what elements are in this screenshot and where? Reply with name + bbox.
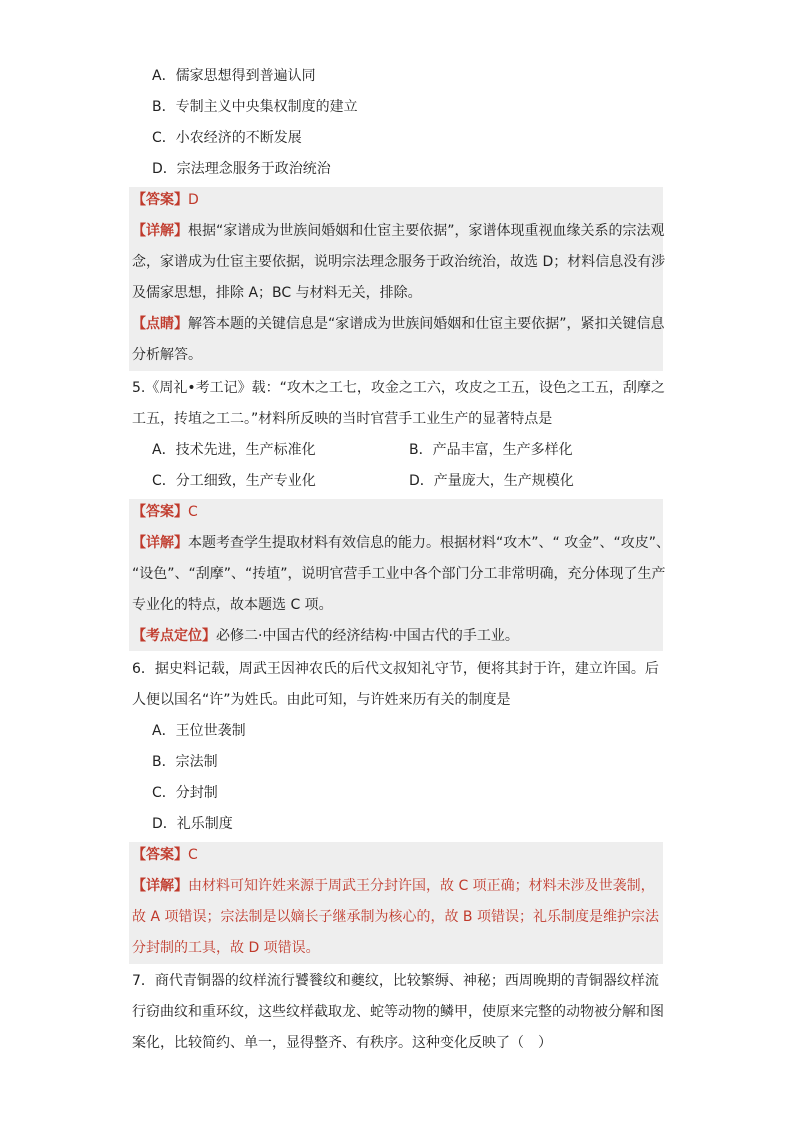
- explain-text: 本题考查学生提取材料有效信息的能力。根据材料“攻木”、“ 攻金”、“攻皮”、: [188, 535, 670, 551]
- q5-stem-line-1: 5.《周礼•考工记》载：“攻木之工七，攻金之工六，攻皮之工五，设色之工五，刮摩之: [132, 380, 665, 396]
- q4-option-b: B．专制主义中央集权制度的建立: [152, 99, 358, 115]
- q6-explain-line-2: 故 A 项错误；宗法制是以嫡长子继承制为核心的，故 B 项错误；礼乐制度是维护宗法: [132, 909, 659, 925]
- q5-answer: [132, 502, 198, 522]
- q4-option-d: D．宗法理念服务于政治统治: [152, 161, 331, 177]
- explain-tag: 【详解】: [132, 223, 188, 239]
- q6-option-a: A．王位世袭制: [152, 723, 246, 739]
- answer-tag: 【答案】: [132, 847, 188, 863]
- answer-value: D: [188, 192, 199, 208]
- answer-tag: 【答案】: [132, 192, 188, 208]
- q4-answer: [132, 190, 199, 210]
- q7-stem-line-1: 7．商代青铜器的纹样流行饕餮纹和夔纹，比较繁缛、神秘；西周晚期的青铜器纹样流: [132, 973, 659, 989]
- explain-tag: 【详解】: [132, 878, 188, 894]
- q5-explain-line-2: “设色”、“刮摩”、“抟埴”，说明官营手工业中各个部门分工非常明确，充分体现了生产: [132, 566, 666, 582]
- point-tag: 【考点定位】: [132, 628, 216, 644]
- q4-point-line-2: 分析解答。: [132, 347, 202, 363]
- q6-stem-line-2: 人便以国名“许”为姓氏。由此可知，与许姓来历有关的制度是: [132, 692, 511, 708]
- q4-point-line-1: [132, 314, 665, 334]
- q4-explain-line-2: 念，家谱成为仕宦主要依据，说明宗法理念服务于政治统治，故选 D；材料信息没有涉: [132, 254, 666, 270]
- point-text: 必修二·中国古代的经济结构·中国古代的手工业。: [216, 628, 519, 644]
- explain-text: 根据“家谱成为世族间婚姻和仕宦主要依据”，家谱体现重视血缘关系的宗法观: [188, 223, 665, 239]
- explain-text: 由材料可知许姓来源于周武王分封许国，故 C 项正确；材料未涉及世袭制，: [188, 878, 655, 894]
- answer-value: C: [188, 504, 198, 520]
- q5-option-b: B．产品丰富，生产多样化: [409, 442, 573, 458]
- q7-stem-line-3: 案化，比较简约、单一，显得整齐、有秩序。这种变化反映了（ ）: [132, 1035, 552, 1051]
- q5-point-line: [132, 626, 519, 646]
- q4-option-c: C．小农经济的不断发展: [152, 130, 302, 146]
- q6-stem-line-1: 6．据史料记载，周武王因神农氏的后代文叔知礼守节，便将其封于许，建立许国。后: [132, 661, 659, 677]
- q5-option-d: D．产量庞大，生产规模化: [409, 473, 574, 489]
- q6-option-d: D．礼乐制度: [152, 816, 233, 832]
- q5-stem-line-2: 工五，抟埴之工二。”材料所反映的当时官营手工业生产的显著特点是: [132, 411, 553, 427]
- point-tag: 【点睛】: [132, 316, 188, 332]
- q5-option-c: C．分工细致，生产专业化: [152, 473, 316, 489]
- explain-tag: 【详解】: [132, 535, 188, 551]
- q6-explain-line-3: 分封制的工具，故 D 项错误。: [132, 940, 320, 956]
- q4-explain-line-3: 及儒家思想，排除 A；BC 与材料无关，排除。: [132, 285, 422, 301]
- q4-answer-block: [129, 187, 666, 371]
- answer-value: C: [188, 847, 198, 863]
- point-text: 解答本题的关键信息是“家谱成为世族间婚姻和仕宦主要依据”，紧扣关键信息: [188, 316, 665, 332]
- q6-option-b: B．宗法制: [152, 754, 218, 770]
- q4-option-a: A．儒家思想得到普遍认同: [152, 68, 316, 84]
- q5-option-a: A．技术先进，生产标准化: [152, 442, 316, 458]
- q5-explain-line-1: [132, 533, 670, 553]
- q4-explain-line-1: [132, 221, 665, 241]
- q7-stem-line-2: 行窃曲纹和重环纹，这些纹样截取龙、蛇等动物的鳞甲，使原来完整的动物被分解和图: [132, 1004, 664, 1020]
- q6-option-c: C．分封制: [152, 785, 218, 801]
- q5-explain-line-3: 专业化的特点，故本题选 C 项。: [132, 597, 333, 613]
- q6-answer: [132, 845, 198, 865]
- answer-tag: 【答案】: [132, 504, 188, 520]
- q6-explain-line-1: [132, 876, 655, 896]
